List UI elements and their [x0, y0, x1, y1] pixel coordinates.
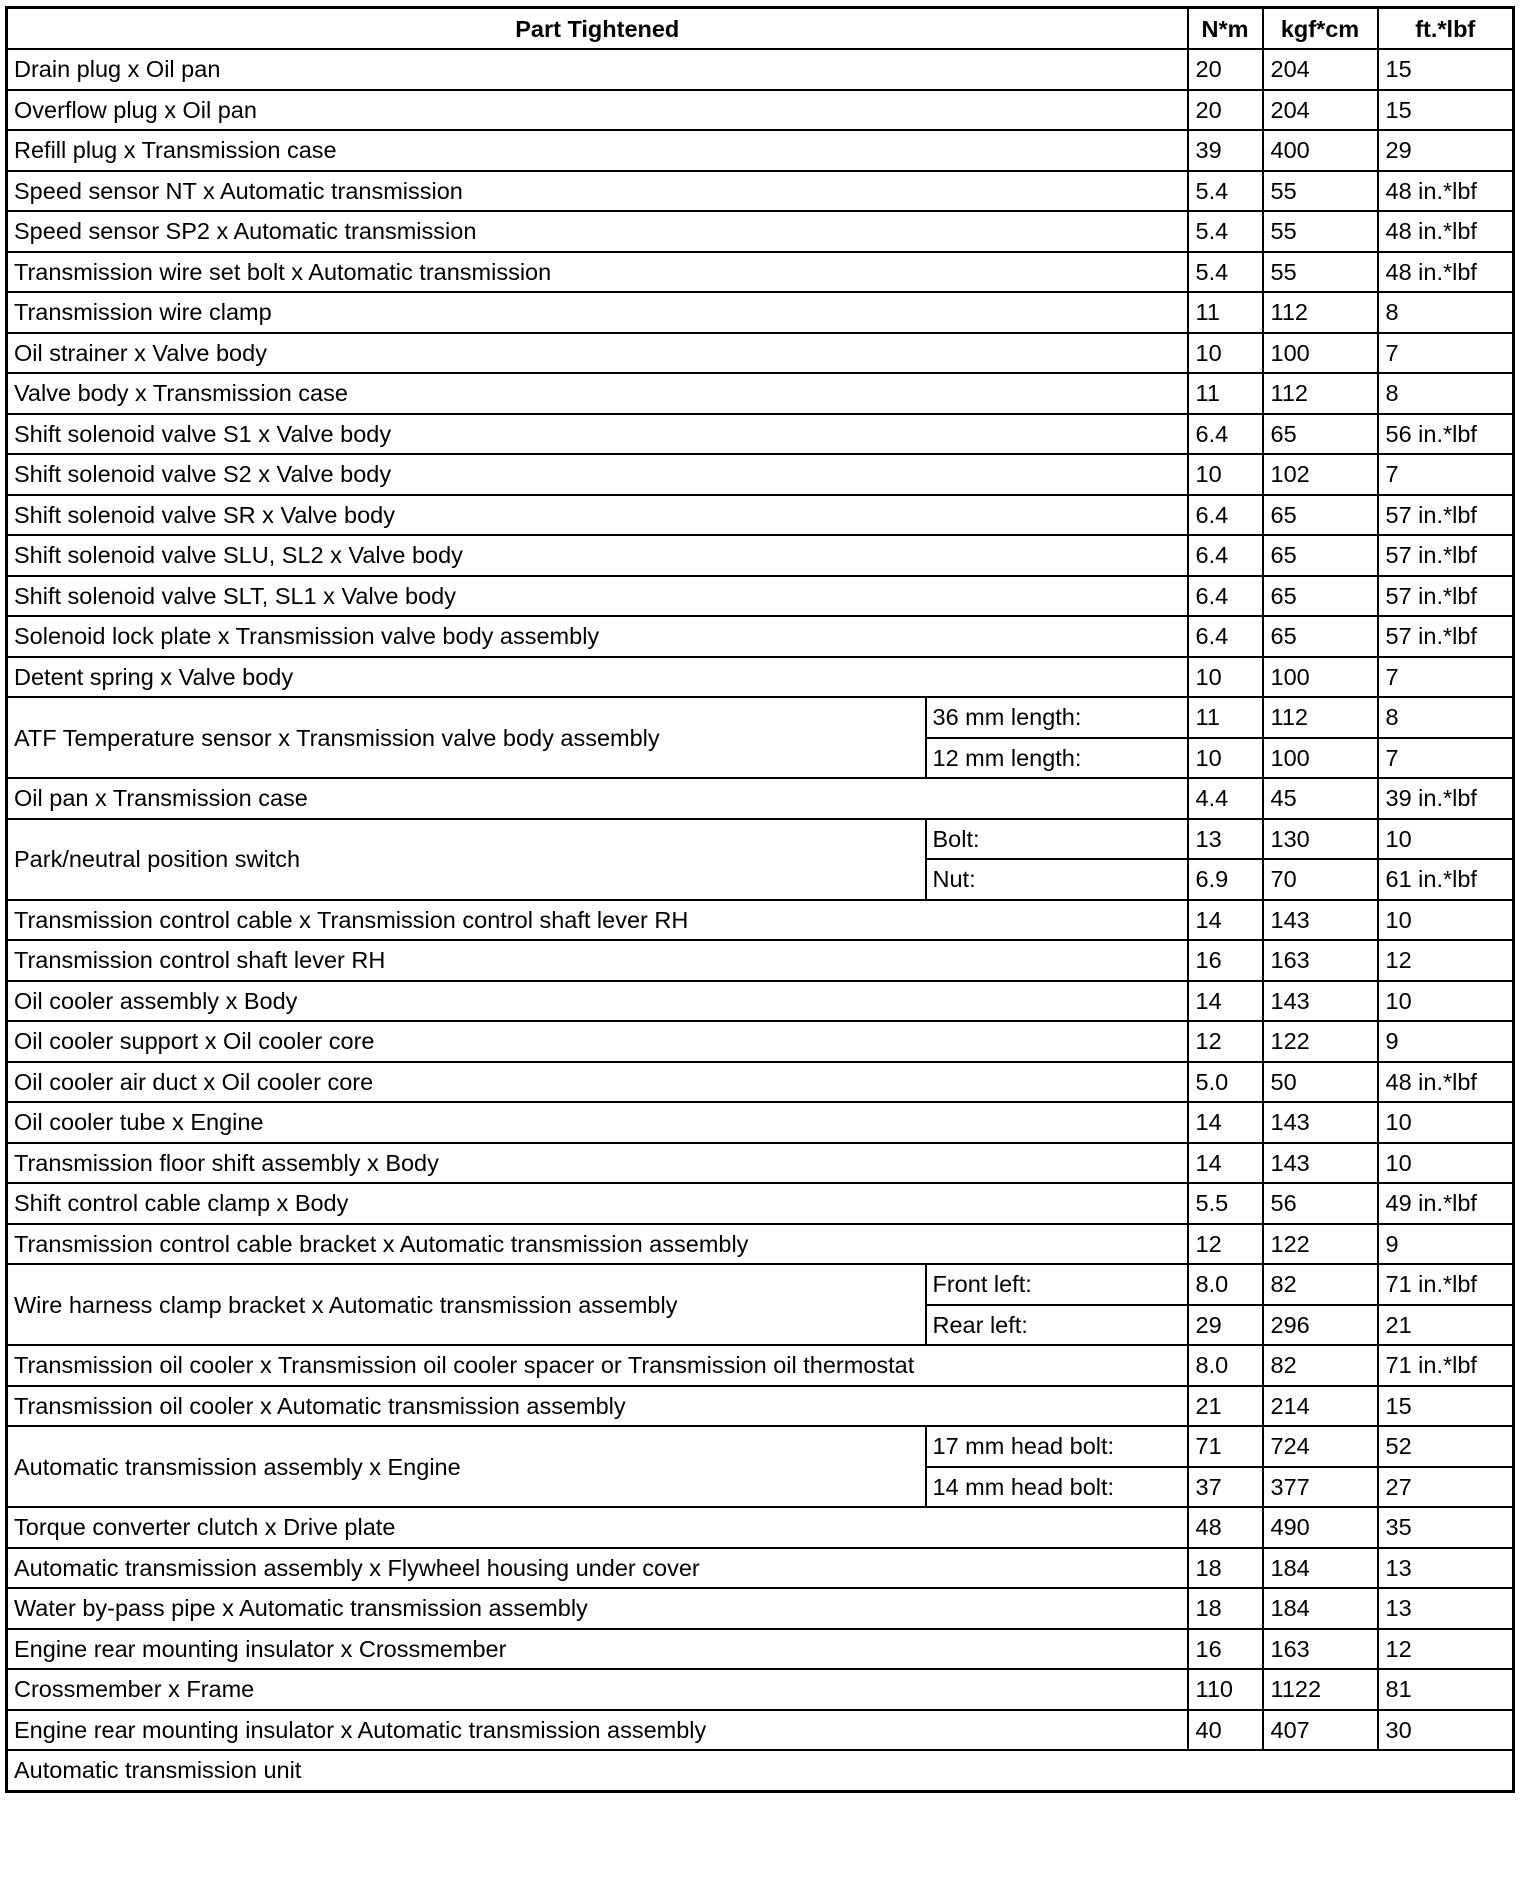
part-cell: Shift solenoid valve SLU, SL2 x Valve body [7, 535, 1188, 576]
nm-cell: 10 [1188, 657, 1263, 698]
nm-cell: 5.0 [1188, 1062, 1263, 1103]
nm-cell: 29 [1188, 1305, 1263, 1346]
nm-cell: 6.4 [1188, 576, 1263, 617]
kgf-cell: 65 [1263, 495, 1378, 536]
header-ft-lbf: ft.*lbf [1378, 8, 1514, 50]
table-row [7, 1102, 1514, 1143]
part-cell: Transmission floor shift assembly x Body [7, 1143, 1188, 1184]
nm-cell: 18 [1188, 1588, 1263, 1629]
ft-lbf-cell: 15 [1378, 90, 1514, 131]
part-cell: Water by-pass pipe x Automatic transmission assembly [7, 1588, 1188, 1629]
nm-cell: 16 [1188, 1629, 1263, 1670]
part-cell: Speed sensor NT x Automatic transmission [7, 171, 1188, 212]
nm-cell: 11 [1188, 292, 1263, 333]
table-row [7, 778, 1514, 819]
sub-label-cell: 36 mm length: [926, 697, 1188, 738]
kgf-cell: 204 [1263, 49, 1378, 90]
ft-lbf-cell: 48 in.*lbf [1378, 171, 1514, 212]
kgf-cell: 55 [1263, 171, 1378, 212]
part-cell: Park/neutral position switch [7, 819, 926, 900]
nm-cell: 20 [1188, 49, 1263, 90]
ft-lbf-cell: 10 [1378, 1143, 1514, 1184]
table-row [7, 414, 1514, 455]
kgf-cell: 184 [1263, 1588, 1378, 1629]
part-cell: Valve body x Transmission case [7, 373, 1188, 414]
kgf-cell: 70 [1263, 859, 1378, 900]
ft-lbf-cell: 57 in.*lbf [1378, 535, 1514, 576]
ft-lbf-cell: 10 [1378, 981, 1514, 1022]
part-cell: Oil cooler tube x Engine [7, 1102, 1188, 1143]
kgf-cell: 143 [1263, 1102, 1378, 1143]
table-row [7, 252, 1514, 293]
kgf-cell: 204 [1263, 90, 1378, 131]
header-part-tightened: Part Tightened [7, 8, 1188, 50]
ft-lbf-cell: 15 [1378, 1386, 1514, 1427]
nm-cell: 10 [1188, 738, 1263, 779]
ft-lbf-cell: 12 [1378, 1629, 1514, 1670]
kgf-cell: 112 [1263, 292, 1378, 333]
nm-cell: 12 [1188, 1224, 1263, 1265]
sub-label-cell: Nut: [926, 859, 1188, 900]
sub-label-cell: 17 mm head bolt: [926, 1426, 1188, 1467]
ft-lbf-cell: 57 in.*lbf [1378, 576, 1514, 617]
nm-cell: 6.4 [1188, 414, 1263, 455]
part-cell: Oil cooler support x Oil cooler core [7, 1021, 1188, 1062]
part-cell: Refill plug x Transmission case [7, 130, 1188, 171]
table-row [7, 333, 1514, 374]
table-row [7, 1345, 1514, 1386]
nm-cell: 14 [1188, 981, 1263, 1022]
nm-cell: 13 [1188, 819, 1263, 860]
part-cell: Transmission control cable x Transmission control shaft lever RH [7, 900, 1188, 941]
part-cell: Transmission oil cooler x Automatic transmission assembly [7, 1386, 1188, 1427]
ft-lbf-cell: 21 [1378, 1305, 1514, 1346]
nm-cell: 6.4 [1188, 535, 1263, 576]
table-row [7, 90, 1514, 131]
ft-lbf-cell: 8 [1378, 697, 1514, 738]
part-cell: Engine rear mounting insulator x Crossmember [7, 1629, 1188, 1670]
ft-lbf-cell: 35 [1378, 1507, 1514, 1548]
kgf-cell: 407 [1263, 1710, 1378, 1751]
part-cell: Shift solenoid valve S2 x Valve body [7, 454, 1188, 495]
table-row [7, 1224, 1514, 1265]
ft-lbf-cell: 7 [1378, 333, 1514, 374]
nm-cell: 6.4 [1188, 495, 1263, 536]
table-row [7, 819, 1514, 860]
part-cell: ATF Temperature sensor x Transmission valve body assembly [7, 697, 926, 778]
table-row [7, 373, 1514, 414]
part-cell: Shift solenoid valve SLT, SL1 x Valve body [7, 576, 1188, 617]
table-row [7, 1264, 1514, 1305]
sub-label-cell: 14 mm head bolt: [926, 1467, 1188, 1508]
table-row [7, 495, 1514, 536]
table-row [7, 1629, 1514, 1670]
kgf-cell: 65 [1263, 535, 1378, 576]
ft-lbf-cell: 8 [1378, 292, 1514, 333]
sub-label-cell: 12 mm length: [926, 738, 1188, 779]
part-cell: Oil strainer x Valve body [7, 333, 1188, 374]
ft-lbf-cell: 71 in.*lbf [1378, 1345, 1514, 1386]
nm-cell: 21 [1188, 1386, 1263, 1427]
ft-lbf-cell: 7 [1378, 657, 1514, 698]
kgf-cell: 143 [1263, 981, 1378, 1022]
table-row [7, 1386, 1514, 1427]
part-cell: Oil cooler air duct x Oil cooler core [7, 1062, 1188, 1103]
table-row [7, 292, 1514, 333]
nm-cell: 11 [1188, 373, 1263, 414]
footer-note: Automatic transmission unit [7, 1750, 1514, 1791]
part-cell: Oil pan x Transmission case [7, 778, 1188, 819]
part-cell: Automatic transmission assembly x Engine [7, 1426, 926, 1507]
table-row [7, 1710, 1514, 1751]
kgf-cell: 122 [1263, 1224, 1378, 1265]
ft-lbf-cell: 9 [1378, 1021, 1514, 1062]
kgf-cell: 55 [1263, 211, 1378, 252]
table-row [7, 171, 1514, 212]
nm-cell: 5.5 [1188, 1183, 1263, 1224]
kgf-cell: 112 [1263, 697, 1378, 738]
ft-lbf-cell: 39 in.*lbf [1378, 778, 1514, 819]
nm-cell: 5.4 [1188, 171, 1263, 212]
torque-spec-table [5, 6, 1515, 1793]
ft-lbf-cell: 71 in.*lbf [1378, 1264, 1514, 1305]
kgf-cell: 214 [1263, 1386, 1378, 1427]
kgf-cell: 377 [1263, 1467, 1378, 1508]
nm-cell: 6.4 [1188, 616, 1263, 657]
ft-lbf-cell: 49 in.*lbf [1378, 1183, 1514, 1224]
table-row [7, 981, 1514, 1022]
ft-lbf-cell: 7 [1378, 454, 1514, 495]
part-cell: Shift solenoid valve SR x Valve body [7, 495, 1188, 536]
part-cell: Transmission control shaft lever RH [7, 940, 1188, 981]
nm-cell: 4.4 [1188, 778, 1263, 819]
sub-label-cell: Rear left: [926, 1305, 1188, 1346]
nm-cell: 5.4 [1188, 211, 1263, 252]
nm-cell: 6.9 [1188, 859, 1263, 900]
table-row [7, 1183, 1514, 1224]
nm-cell: 5.4 [1188, 252, 1263, 293]
part-cell: Shift solenoid valve S1 x Valve body [7, 414, 1188, 455]
part-cell: Oil cooler assembly x Body [7, 981, 1188, 1022]
sub-label-cell: Bolt: [926, 819, 1188, 860]
ft-lbf-cell: 7 [1378, 738, 1514, 779]
nm-cell: 14 [1188, 900, 1263, 941]
table-row [7, 1548, 1514, 1589]
nm-cell: 14 [1188, 1102, 1263, 1143]
nm-cell: 14 [1188, 1143, 1263, 1184]
kgf-cell: 1122 [1263, 1669, 1378, 1710]
table-row [7, 454, 1514, 495]
kgf-cell: 65 [1263, 616, 1378, 657]
ft-lbf-cell: 57 in.*lbf [1378, 495, 1514, 536]
header-kgf-cm: kgf*cm [1263, 8, 1378, 50]
nm-cell: 11 [1188, 697, 1263, 738]
table-row [7, 211, 1514, 252]
ft-lbf-cell: 15 [1378, 49, 1514, 90]
nm-cell: 20 [1188, 90, 1263, 131]
ft-lbf-cell: 29 [1378, 130, 1514, 171]
table-row [7, 1143, 1514, 1184]
table-row [7, 49, 1514, 90]
ft-lbf-cell: 10 [1378, 1102, 1514, 1143]
part-cell: Drain plug x Oil pan [7, 49, 1188, 90]
kgf-cell: 100 [1263, 738, 1378, 779]
table-row [7, 1021, 1514, 1062]
part-cell: Crossmember x Frame [7, 1669, 1188, 1710]
kgf-cell: 45 [1263, 778, 1378, 819]
ft-lbf-cell: 30 [1378, 1710, 1514, 1751]
table-row [7, 1588, 1514, 1629]
nm-cell: 8.0 [1188, 1345, 1263, 1386]
ft-lbf-cell: 56 in.*lbf [1378, 414, 1514, 455]
footer-row [7, 1750, 1514, 1791]
nm-cell: 12 [1188, 1021, 1263, 1062]
nm-cell: 8.0 [1188, 1264, 1263, 1305]
kgf-cell: 163 [1263, 1629, 1378, 1670]
kgf-cell: 50 [1263, 1062, 1378, 1103]
kgf-cell: 56 [1263, 1183, 1378, 1224]
part-cell: Transmission wire clamp [7, 292, 1188, 333]
ft-lbf-cell: 10 [1378, 819, 1514, 860]
ft-lbf-cell: 48 in.*lbf [1378, 211, 1514, 252]
kgf-cell: 65 [1263, 414, 1378, 455]
ft-lbf-cell: 9 [1378, 1224, 1514, 1265]
table-row [7, 940, 1514, 981]
nm-cell: 18 [1188, 1548, 1263, 1589]
ft-lbf-cell: 10 [1378, 900, 1514, 941]
kgf-cell: 490 [1263, 1507, 1378, 1548]
kgf-cell: 143 [1263, 1143, 1378, 1184]
table-row [7, 130, 1514, 171]
table-row [7, 1062, 1514, 1103]
nm-cell: 16 [1188, 940, 1263, 981]
table-body [7, 49, 1514, 1750]
table-row [7, 1507, 1514, 1548]
kgf-cell: 102 [1263, 454, 1378, 495]
kgf-cell: 130 [1263, 819, 1378, 860]
nm-cell: 39 [1188, 130, 1263, 171]
kgf-cell: 724 [1263, 1426, 1378, 1467]
kgf-cell: 65 [1263, 576, 1378, 617]
kgf-cell: 100 [1263, 333, 1378, 374]
ft-lbf-cell: 81 [1378, 1669, 1514, 1710]
table-row [7, 697, 1514, 738]
table-row [7, 535, 1514, 576]
kgf-cell: 112 [1263, 373, 1378, 414]
kgf-cell: 82 [1263, 1345, 1378, 1386]
ft-lbf-cell: 8 [1378, 373, 1514, 414]
kgf-cell: 122 [1263, 1021, 1378, 1062]
part-cell: Automatic transmission assembly x Flywheel housing under cover [7, 1548, 1188, 1589]
kgf-cell: 400 [1263, 130, 1378, 171]
nm-cell: 48 [1188, 1507, 1263, 1548]
kgf-cell: 100 [1263, 657, 1378, 698]
header-row [7, 8, 1514, 50]
table-row [7, 576, 1514, 617]
part-cell: Torque converter clutch x Drive plate [7, 1507, 1188, 1548]
part-cell: Overflow plug x Oil pan [7, 90, 1188, 131]
part-cell: Detent spring x Valve body [7, 657, 1188, 698]
part-cell: Engine rear mounting insulator x Automatic transmission assembly [7, 1710, 1188, 1751]
header-nm: N*m [1188, 8, 1263, 50]
table-row [7, 1669, 1514, 1710]
kgf-cell: 143 [1263, 900, 1378, 941]
sub-label-cell: Front left: [926, 1264, 1188, 1305]
ft-lbf-cell: 52 [1378, 1426, 1514, 1467]
kgf-cell: 55 [1263, 252, 1378, 293]
ft-lbf-cell: 13 [1378, 1588, 1514, 1629]
ft-lbf-cell: 57 in.*lbf [1378, 616, 1514, 657]
table-row [7, 1426, 1514, 1467]
nm-cell: 71 [1188, 1426, 1263, 1467]
ft-lbf-cell: 12 [1378, 940, 1514, 981]
nm-cell: 37 [1188, 1467, 1263, 1508]
nm-cell: 110 [1188, 1669, 1263, 1710]
part-cell: Shift control cable clamp x Body [7, 1183, 1188, 1224]
part-cell: Transmission wire set bolt x Automatic transmission [7, 252, 1188, 293]
ft-lbf-cell: 48 in.*lbf [1378, 252, 1514, 293]
kgf-cell: 184 [1263, 1548, 1378, 1589]
kgf-cell: 296 [1263, 1305, 1378, 1346]
kgf-cell: 82 [1263, 1264, 1378, 1305]
kgf-cell: 163 [1263, 940, 1378, 981]
nm-cell: 10 [1188, 454, 1263, 495]
ft-lbf-cell: 27 [1378, 1467, 1514, 1508]
nm-cell: 10 [1188, 333, 1263, 374]
table-row [7, 657, 1514, 698]
table-row [7, 616, 1514, 657]
part-cell: Speed sensor SP2 x Automatic transmission [7, 211, 1188, 252]
part-cell: Wire harness clamp bracket x Automatic transmission assembly [7, 1264, 926, 1345]
ft-lbf-cell: 13 [1378, 1548, 1514, 1589]
table-row [7, 900, 1514, 941]
ft-lbf-cell: 61 in.*lbf [1378, 859, 1514, 900]
ft-lbf-cell: 48 in.*lbf [1378, 1062, 1514, 1103]
part-cell: Transmission oil cooler x Transmission oil cooler spacer or Transmission oil thermostat [7, 1345, 1188, 1386]
nm-cell: 40 [1188, 1710, 1263, 1751]
part-cell: Solenoid lock plate x Transmission valve body assembly [7, 616, 1188, 657]
part-cell: Transmission control cable bracket x Automatic transmission assembly [7, 1224, 1188, 1265]
